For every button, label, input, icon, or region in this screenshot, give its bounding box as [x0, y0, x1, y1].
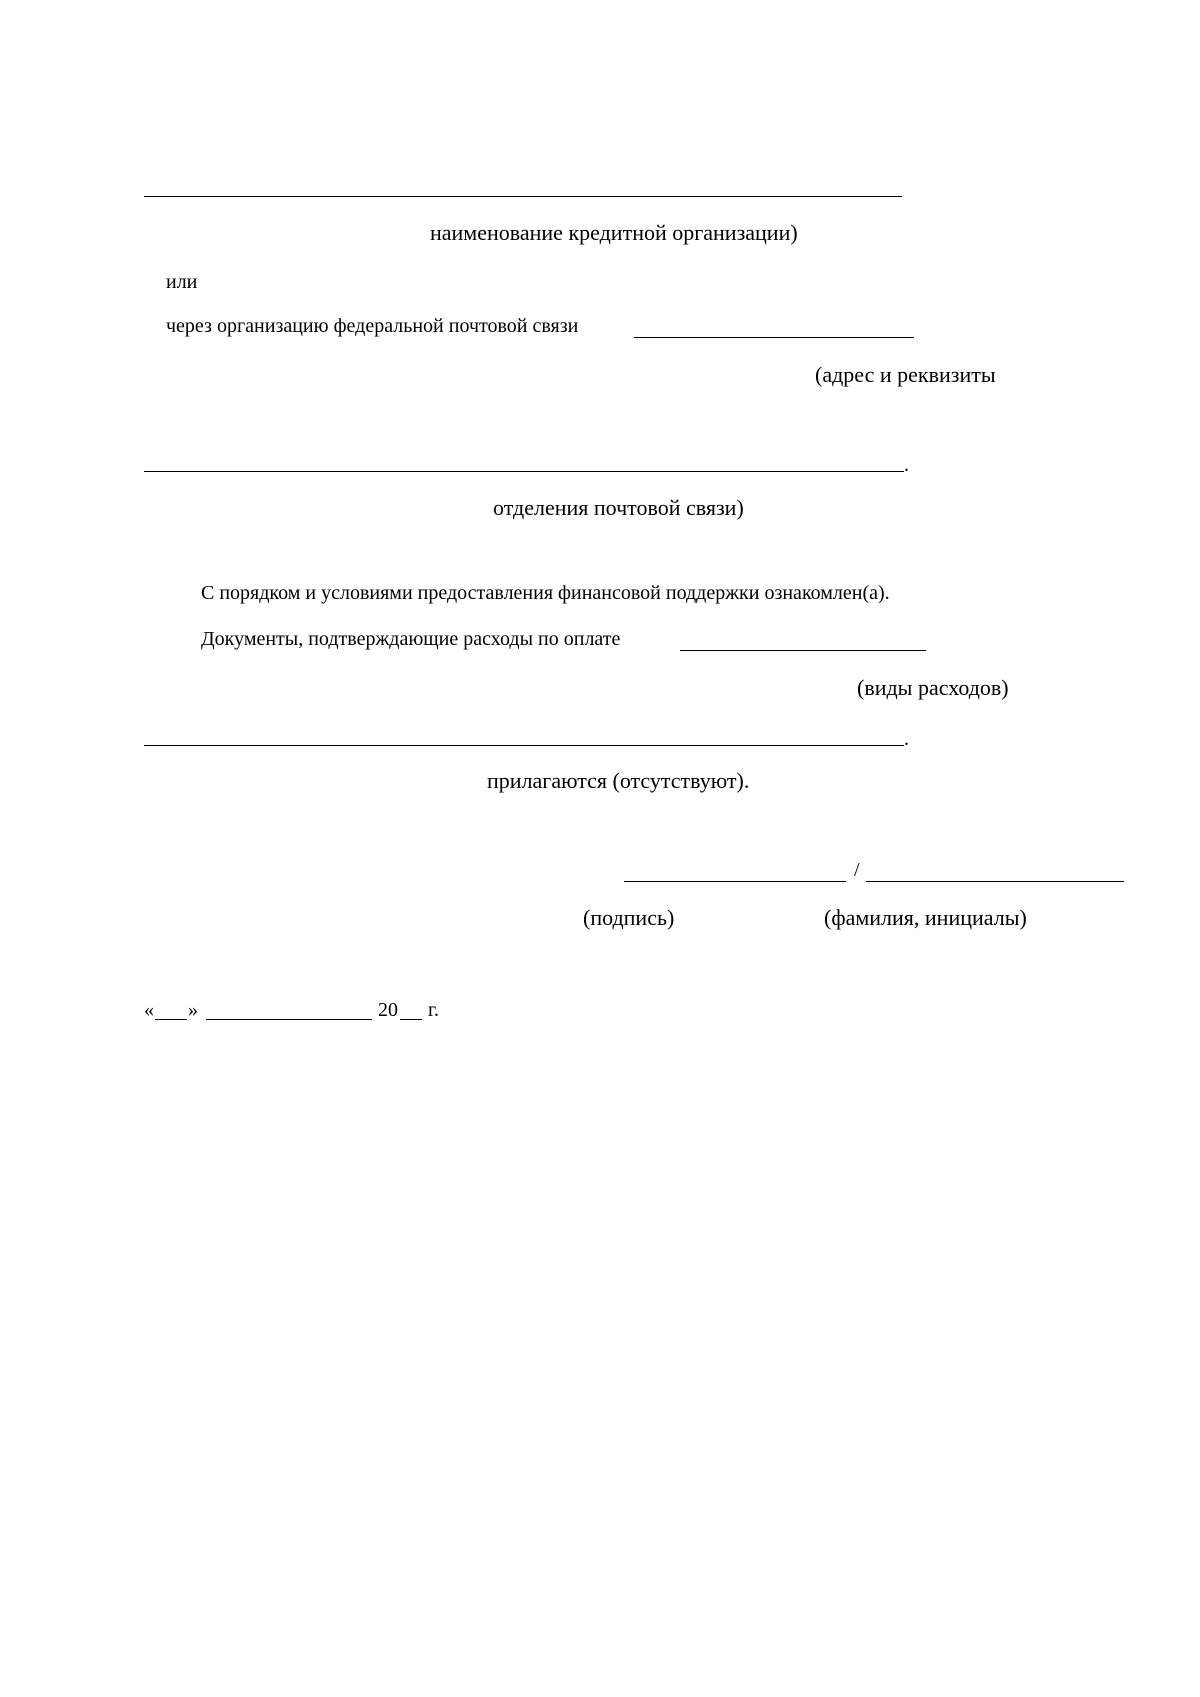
signature-slash: / [854, 859, 860, 881]
date-year-suffix: г. [428, 999, 439, 1021]
credit-org-name-line [144, 196, 902, 197]
date-open-quote: « [144, 999, 154, 1021]
or-word: или [166, 271, 198, 293]
acknowledgement-text: С порядком и условиями предоставления финансовой поддержки ознакомлен(а). [201, 582, 890, 604]
signature-caption: (подпись) [583, 905, 675, 930]
date-year-blank[interactable] [400, 1019, 422, 1020]
date-month-blank[interactable] [206, 1019, 372, 1020]
attached-caption: прилагаются (отсутствуют). [487, 768, 750, 793]
expense-types-blank[interactable] [680, 650, 926, 651]
date-year-prefix: 20 [378, 999, 398, 1021]
date-close-quote: » [188, 999, 198, 1021]
documents-text: Документы, подтверждающие расходы по оплате [201, 628, 621, 650]
postal-organization-blank[interactable] [634, 337, 914, 338]
line-end-dot: . [904, 728, 909, 750]
line-end-dot: . [904, 454, 909, 476]
post-office-line[interactable] [144, 471, 904, 472]
expense-continuation-line[interactable] [144, 745, 904, 746]
post-office-caption: отделения почтовой связи) [493, 495, 744, 520]
full-name-caption: (фамилия, инициалы) [824, 905, 1027, 930]
full-name-blank[interactable] [866, 881, 1124, 882]
date-day-blank[interactable] [155, 1019, 187, 1020]
address-caption: (адрес и реквизиты [815, 362, 996, 387]
postal-organization-text: через организацию федеральной почтовой связи [166, 315, 579, 337]
signature-blank[interactable] [624, 881, 846, 882]
credit-org-caption: наименование кредитной организации) [430, 220, 798, 245]
expense-types-caption: (виды расходов) [857, 675, 1009, 700]
